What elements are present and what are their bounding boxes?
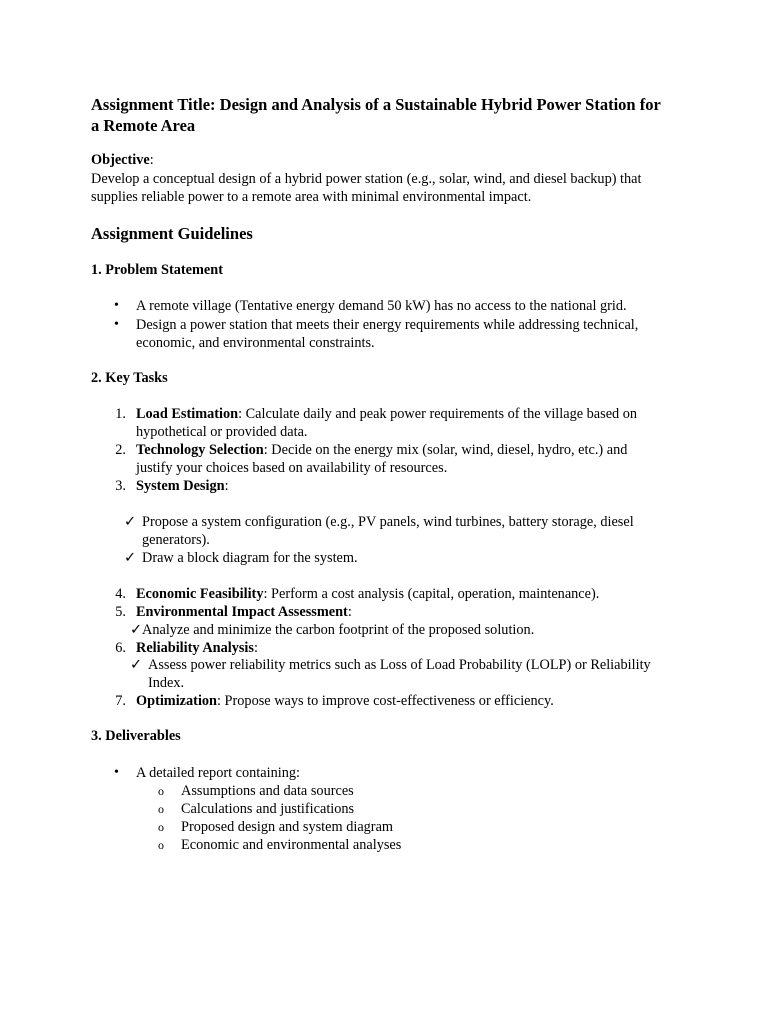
objective-label: Objective xyxy=(91,152,150,168)
sub-bullet-icon: o xyxy=(158,802,164,816)
task-6-text: : xyxy=(253,640,258,656)
task-7-number: 7. xyxy=(115,693,126,709)
task-2-line-2: justify your choices based on availability of resources. xyxy=(136,460,448,476)
task-2-label: Technology Selection xyxy=(136,442,264,458)
deliverables-subitem-3: Proposed design and system diagram xyxy=(181,819,394,835)
sub-bullet-icon: o xyxy=(158,784,164,798)
task-3-label: System Design xyxy=(136,478,225,494)
problem-bullet-2: • xyxy=(114,317,119,332)
problem-item-1: A remote village (Tentative energy demand 50 kW) has no access to the national grid. xyxy=(136,298,627,314)
guidelines-heading: Assignment Guidelines xyxy=(91,224,253,243)
system-design-check-1-line-1: Propose a system configuration (e.g., PV panels, wind turbines, battery storage, diesel xyxy=(142,514,634,530)
checkmark-icon: ✓ xyxy=(124,550,136,566)
task-2-line-1 xyxy=(136,441,627,459)
task-4-number: 4. xyxy=(115,586,126,602)
objective-text-line-2: supplies reliable power to a remote area with minimal environmental impact. xyxy=(91,189,532,205)
task-1-label: Load Estimation xyxy=(136,406,239,422)
checkmark-icon: ✓ xyxy=(130,657,142,673)
sub-bullet-icon: o xyxy=(158,820,164,834)
checkmark-icon: ✓ xyxy=(124,514,136,530)
problem-bullet-1: • xyxy=(114,298,119,313)
checkmark-icon: ✓ xyxy=(130,622,142,638)
task-2-text: : Decide on the energy mix (solar, wind, diesel, hydro, etc.) and xyxy=(263,442,628,458)
task-3-line-1 xyxy=(136,477,229,495)
task-6-number: 6. xyxy=(115,640,126,656)
task-4-text: : Perform a cost analysis (capital, operation, maintenance). xyxy=(263,586,600,602)
task-2-number: 2. xyxy=(115,442,126,458)
task-4-line-1 xyxy=(136,585,599,603)
task-3-text: : xyxy=(224,478,229,494)
task-7-text: : Propose ways to improve cost-effectiveness or efficiency. xyxy=(217,693,554,709)
deliverables-subitem-1: Assumptions and data sources xyxy=(181,783,354,799)
task-5-text: : xyxy=(347,604,352,620)
task-7-label: Optimization xyxy=(136,693,218,709)
task-7-line-1 xyxy=(136,692,554,710)
objective-text-line-1: Develop a conceptual design of a hybrid power station (e.g., solar, wind, and diesel backup) that xyxy=(91,171,642,187)
problem-item-2-line-2: economic, and environmental constraints. xyxy=(136,335,375,351)
task-1-text: : Calculate daily and peak power requirements of the village based on xyxy=(238,406,638,422)
assignment-title-line-1: Assignment Title: Design and Analysis of a Sustainable Hybrid Power Station for xyxy=(91,95,661,114)
objective-label-line xyxy=(91,151,154,169)
problem-item-2-line-1: Design a power station that meets their energy requirements while addressing technical, xyxy=(136,317,639,333)
deliverables-subitem-2: Calculations and justifications xyxy=(181,801,355,817)
key-tasks-heading: 2. Key Tasks xyxy=(91,370,168,386)
deliverables-subitem-4: Economic and environmental analyses xyxy=(181,837,402,853)
deliverables-bullet: • xyxy=(114,765,119,780)
assignment-title-line-2: a Remote Area xyxy=(91,116,196,135)
task-1-line-2: hypothetical or provided data. xyxy=(136,424,308,440)
objective-colon: : xyxy=(149,152,154,168)
system-design-check-2: Draw a block diagram for the system. xyxy=(142,550,358,566)
task-5-label: Environmental Impact Assessment xyxy=(136,604,348,620)
task-1-line-1 xyxy=(136,405,637,423)
reliability-check-line-2: Index. xyxy=(148,675,185,691)
task-5-line-1 xyxy=(136,603,352,621)
task-1-number: 1. xyxy=(115,406,126,422)
task-5-number: 5. xyxy=(115,604,126,620)
deliverables-main: A detailed report containing: xyxy=(136,765,300,781)
task-6-line-1 xyxy=(136,639,258,657)
deliverables-heading: 3. Deliverables xyxy=(91,728,181,744)
reliability-check-line-1: Assess power reliability metrics such as Loss of Load Probability (LOLP) or Reliability xyxy=(148,657,651,673)
environmental-check: Analyze and minimize the carbon footprint of the proposed solution. xyxy=(142,622,535,638)
task-3-number: 3. xyxy=(115,478,126,494)
task-4-label: Economic Feasibility xyxy=(136,586,264,602)
problem-statement-heading: 1. Problem Statement xyxy=(91,262,223,278)
task-6-label: Reliability Analysis xyxy=(136,640,254,656)
system-design-check-1-line-2: generators). xyxy=(142,532,210,548)
sub-bullet-icon: o xyxy=(158,838,164,852)
